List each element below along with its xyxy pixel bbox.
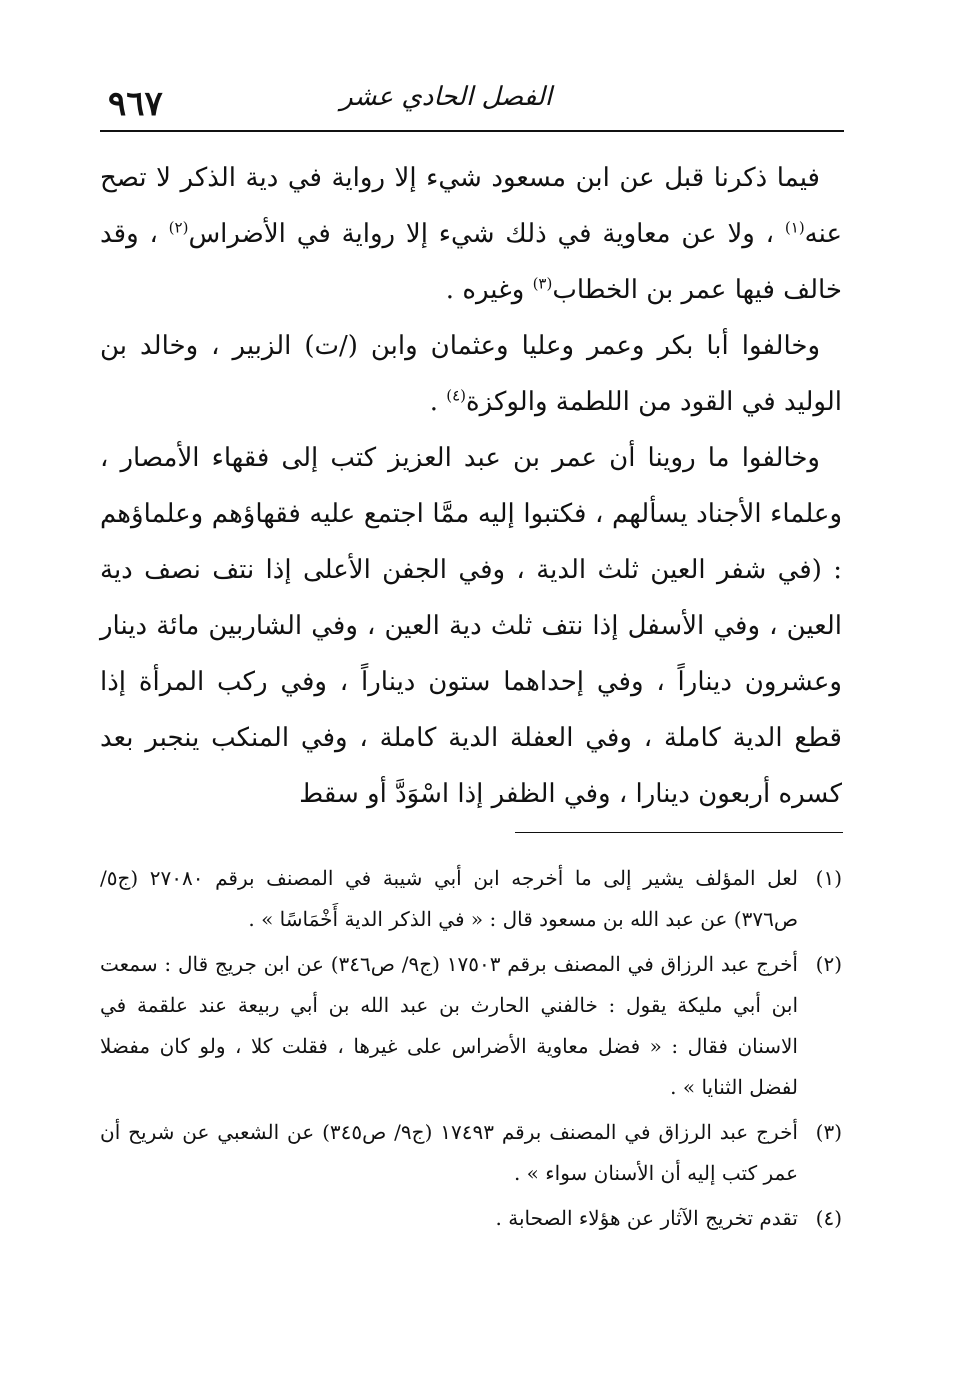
paragraph <box>100 150 842 318</box>
footnotes <box>100 858 842 1243</box>
footnote-separator <box>515 832 843 833</box>
main-text <box>100 150 842 822</box>
header-rule <box>100 130 844 132</box>
page-number: ٩٦٧ <box>108 84 163 124</box>
text-segment: وغيره . <box>445 275 533 305</box>
footnote-number: (٣) <box>815 1120 842 1144</box>
paragraph <box>100 318 842 430</box>
page-header <box>100 78 842 130</box>
footnote-item <box>100 858 842 940</box>
footnote-number: (٢) <box>815 952 842 976</box>
chapter-title: الفصل الحادي عشر <box>340 82 552 112</box>
footnote-ref[interactable]: (٢) <box>168 218 189 237</box>
text-segment: فيما ذكرنا قبل عن ابن مسعود شيء إلا رواية في دية الذكر لا تصح عنه <box>100 163 842 249</box>
footnote-text: أخرج عبد الرزاق في المصنف برقم ١٧٤٩٣ (ج٩/ ص٣٤٥) عن الشعبي عن شريح أن عمر كتب إليه أن الأسنان سواء » . <box>100 1120 798 1185</box>
footnote-item <box>100 944 842 1108</box>
text-segment: وخالفوا أبا بكر وعمر وعليا وعثمان وابن (/ت) الزبير ، وخالد بن الوليد في القود من اللطمة والوكزة <box>100 331 842 417</box>
footnote-item <box>100 1112 842 1194</box>
footnote-text: لعل المؤلف يشير إلى ما أخرجه ابن أبي شيبة في المصنف برقم ٢٧٠٨٠ (ج٥/ ص٣٧٦) عن عبد الله بن مسعود قال : « في الذكر الدية أَخْمَاسًا » . <box>100 866 798 931</box>
text-segment: ، ولا عن معاوية في ذلك شيء إلا رواية في الأضراس <box>188 219 785 249</box>
footnote-text: تقدم تخريج الآثار عن هؤلاء الصحابة . <box>495 1206 798 1230</box>
footnote-item <box>100 1198 842 1239</box>
footnote-ref[interactable]: (٣) <box>532 274 553 293</box>
text-segment: . <box>429 387 447 417</box>
footnote-number: (١) <box>815 866 842 890</box>
footnote-text: أخرج عبد الرزاق في المصنف برقم ١٧٥٠٣ (ج٩/ ص٣٤٦) عن ابن جريج قال : سمعت ابن أبي مليكة يقول : خالفني الحارث بن عبد الله بن أبي ربيعة عند علقمة في الاسنان فقال : « فضل معاوية الأضراس على غيرها ، فقلت كلا ، ولو كان مفضلا لفضل الثنايا » . <box>100 952 798 1099</box>
paragraph <box>100 430 842 822</box>
footnote-number: (٤) <box>815 1206 842 1230</box>
text-segment: وخالفوا ما روينا أن عمر بن عبد العزيز كتب إلى فقهاء الأمصار ، وعلماء الأجناد يسألهم ، فكتبوا إليه ممَّا اجتمع عليه فقهاؤهم وعلماؤهم : (في شفر العين ثلث الدية ، وفي الجفن الأعلى إذا نتف نصف دية العين ، وفي الأسفل إذا نتف ثلث دية العين ، وفي الشاربين مائة دينار وعشرون ديناراً ، وفي إحداهما ستون ديناراً ، وفي ركب المرأة إذا قطع الدية كاملة ، وفي العفلة الدية كاملة ، وفي المنكب ينجبر بعد كسره أربعون دينارا ، وفي الظفر إذا اسْوَدَّ أو سقط <box>100 443 842 809</box>
text-segment: ، وقد خالف فيها عمر بن الخطاب <box>100 219 842 305</box>
footnote-ref[interactable]: (٤) <box>446 386 467 405</box>
footnote-ref[interactable]: (١) <box>784 218 805 237</box>
